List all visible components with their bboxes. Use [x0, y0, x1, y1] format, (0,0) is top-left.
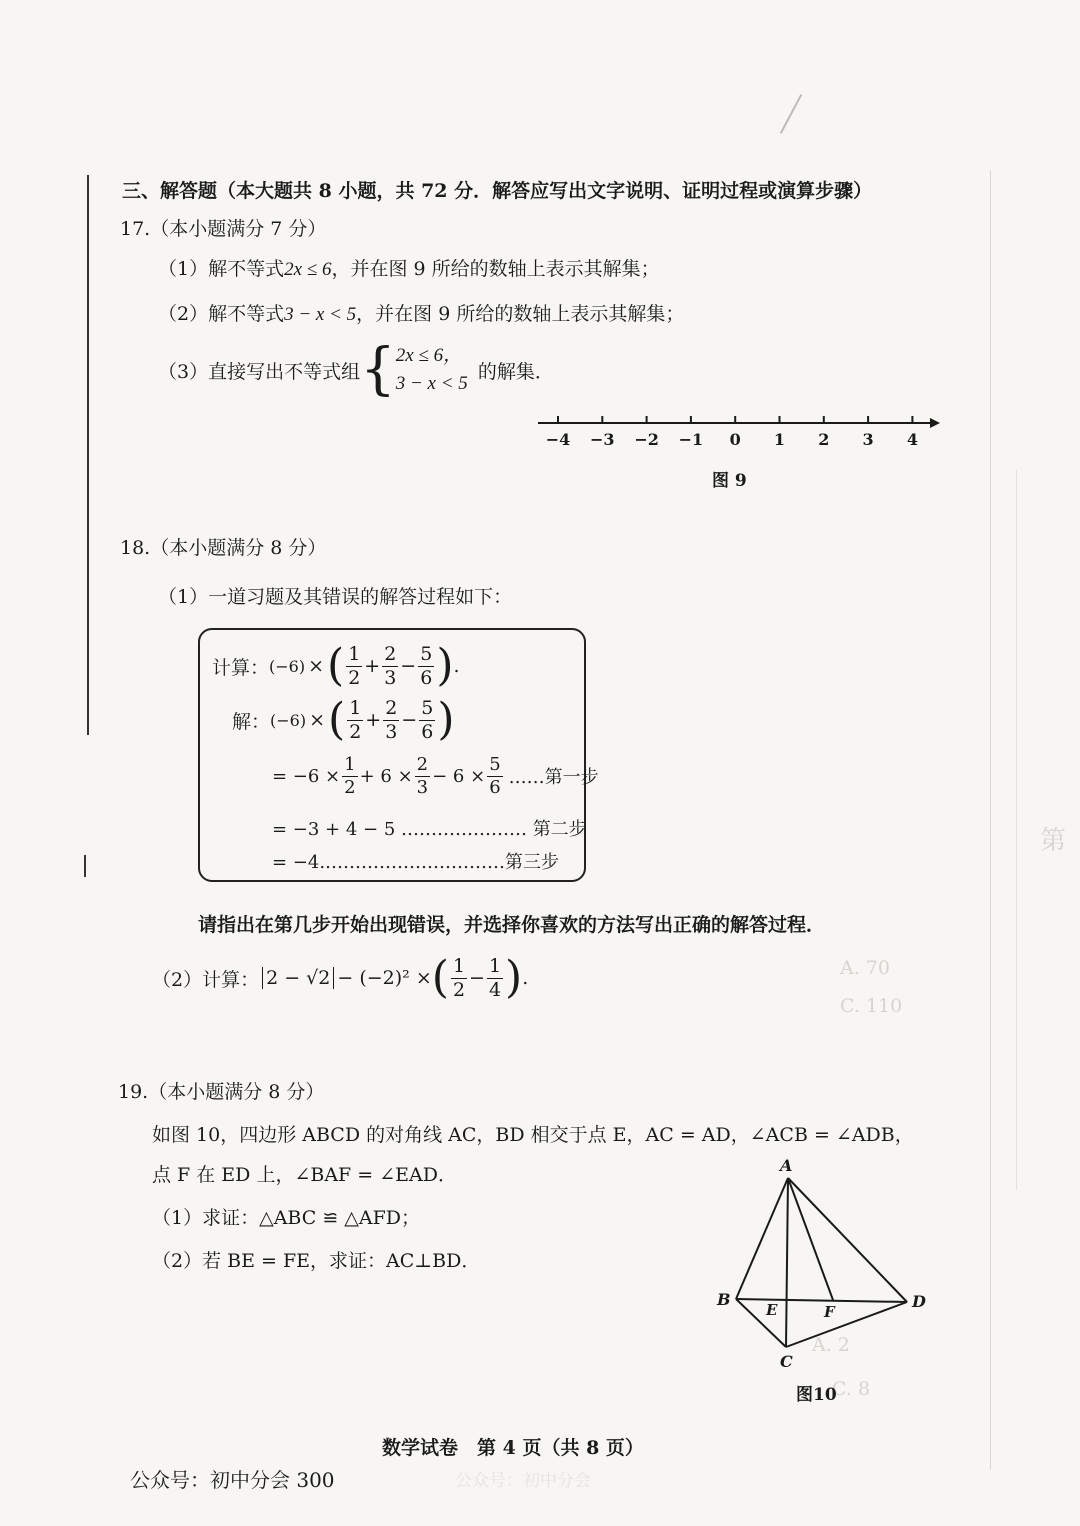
open-paren-3: (: [431, 952, 449, 1003]
inequality-system: [396, 342, 468, 398]
tick-label: −2: [634, 430, 659, 449]
fraction-5-6: $\frac{5}{6}$: [421, 696, 434, 743]
segment-AC: [786, 1178, 788, 1347]
right-margin-line-2: [1016, 470, 1017, 1190]
step1-part-b: + 6 ×: [359, 765, 413, 787]
bleed-text-1: 第: [1040, 826, 1067, 856]
open-paren: (: [327, 640, 345, 691]
solve-label: 解：: [232, 710, 271, 733]
point-A: A: [780, 1156, 793, 1175]
close-paren-3: ): [505, 952, 523, 1003]
fraction-5-6: $\frac{5}{6}$: [489, 753, 501, 798]
system-line-1: 2x ≤ 6，: [395, 345, 463, 366]
times-sign: ×: [308, 655, 325, 677]
number-line-tick-labels: [530, 430, 950, 454]
q17-p1-expr: 2x ≤ 6: [284, 259, 332, 280]
q17-heading: 17.（本小题满分 7 分）: [120, 218, 327, 240]
fraction-2-3: $\frac{2}{3}$: [384, 642, 397, 689]
step1-part-a: = −6 ×: [272, 765, 341, 787]
point-E: E: [766, 1301, 778, 1319]
fraction-2-3: $\frac{2}{3}$: [416, 753, 429, 798]
q18-p2-mid: − (−2)² ×: [337, 967, 432, 989]
bleed-text-2: A. 70: [840, 957, 890, 979]
watermark-faint: 公众号：初中分会: [455, 1471, 591, 1491]
q17-p3-pre: （3）直接写出不等式组: [158, 360, 361, 383]
q19-line2: 点 F 在 ED 上，∠BAF = ∠EAD．: [152, 1164, 457, 1186]
segment-AB: [736, 1178, 788, 1299]
fraction-1-4: $\frac{1}{4}$: [488, 954, 502, 1001]
figure10-label: 图10: [796, 1385, 837, 1405]
q17-part1: [158, 254, 660, 281]
q17-p2-pre: （2）解不等式: [158, 303, 285, 325]
close-paren-2: ): [437, 694, 455, 745]
step1-part-c: − 6 ×: [432, 765, 486, 787]
q19-part2: （2）若 BE = FE，求证：AC⊥BD．: [152, 1250, 481, 1272]
segment-BC: [736, 1299, 786, 1347]
times-sign-2: ×: [309, 709, 326, 731]
step3-row: = −4.…………………………第三步: [272, 852, 560, 873]
system-brace: {: [360, 337, 396, 402]
q19-line1: 如图 10，四边形 ABCD 的对角线 AC，BD 相交于点 E，AC = AD，∠ACB = ∠ADB，: [152, 1124, 914, 1146]
q17-p1-post: ，并在图 9 所给的数轴上表示其解集；: [331, 258, 660, 280]
solve-row: 解： (−6) × ( $\frac{1}{2}$ + $\frac{2}{3}$ − $\frac{5}{6}$ ): [232, 694, 455, 745]
step1-label: ……第一步: [508, 767, 599, 788]
point-C: C: [780, 1352, 793, 1371]
open-paren-2: (: [328, 694, 346, 745]
system-line-2: 3 − x < 5: [395, 373, 468, 394]
q17-p2-post: ，并在图 9 所给的数轴上表示其解集；: [356, 303, 685, 325]
q18-p2-label: （2）计算：: [152, 968, 260, 991]
q19-heading: 19.（本小题满分 8 分）: [118, 1081, 325, 1103]
fraction-2-3: $\frac{2}{3}$: [385, 696, 398, 743]
figure9-label: 图 9: [712, 471, 747, 491]
calc-problem-row: 计算： (−6) × ( $\frac{1}{2}$ + $\frac{2}{3}$ − $\frac{5}{6}$ ) .: [212, 640, 460, 691]
tick-label: 1: [773, 430, 786, 449]
tick-label: 2: [818, 430, 830, 449]
tick-label: 3: [862, 430, 874, 449]
number-line-arrow: [930, 418, 940, 428]
segment-CD: [786, 1302, 907, 1347]
point-B: B: [717, 1290, 731, 1309]
step1-row: [272, 750, 599, 802]
q17-part2: [158, 299, 684, 326]
tick-label: −1: [678, 430, 704, 449]
q17-p3-post: 的解集．: [477, 360, 554, 383]
tick-label: −3: [590, 430, 615, 449]
point-F: F: [824, 1303, 835, 1321]
segment-AD: [788, 1178, 907, 1302]
page-footer: 数学试卷 第 4 页（共 8 页）: [382, 1437, 644, 1459]
neg-six-2: (−6): [270, 710, 307, 730]
bleed-text-4: A. 2: [812, 1334, 850, 1356]
fraction-1-2: $\frac{1}{2}$: [344, 753, 356, 798]
abs-value: 2 − √2: [262, 967, 334, 989]
number-line-ticks: [558, 416, 912, 423]
section-heading: 三、解答题（本大题共 8 小题，共 72 分．解答应写出文字说明、证明过程或演算步骤）: [122, 180, 873, 202]
tick-label: −4: [545, 430, 571, 449]
step2-row: = −3 + 4 − 5 ………………… 第二步: [272, 819, 587, 840]
fraction-5-6: $\frac{5}{6}$: [420, 642, 433, 689]
fraction-1-2: $\frac{1}{2}$: [348, 642, 361, 689]
point-D: D: [912, 1292, 926, 1311]
bleed-text-5: C. 8: [832, 1378, 871, 1400]
bleed-text-3: C. 110: [840, 995, 903, 1017]
fraction-1-2-b: $\frac{1}{2}$: [452, 954, 466, 1001]
q17-part3: [158, 337, 554, 402]
fraction-1-2: $\frac{1}{2}$: [349, 696, 362, 743]
tick-label: 0: [729, 430, 741, 449]
q18-heading: 18.（本小题满分 8 分）: [120, 537, 327, 559]
q19-part1: （1）求证：△ABC ≌ △AFD；: [152, 1207, 421, 1229]
left-margin-line: [87, 175, 89, 735]
calc-label: 计算：: [212, 656, 270, 679]
q18-part1: （1）一道习题及其错误的解答过程如下：: [158, 586, 513, 608]
q17-p2-expr: 3 − x < 5: [284, 304, 357, 325]
close-paren: ): [436, 640, 454, 691]
segment-BD: [736, 1299, 907, 1302]
q18-instruction: 请指出在第几步开始出现错误，并选择你喜欢的方法写出正确的解答过程．: [198, 914, 826, 936]
left-margin-line-short: [84, 855, 86, 877]
tick-label: 4: [906, 430, 918, 449]
right-margin-line: [990, 170, 991, 1470]
q18-part2: （2）计算： 2 − √2 − (−2)² × ( $\frac{1}{2}$ − $\frac{1}{4}$ ) .: [152, 952, 529, 1003]
top-stray-mark: [780, 94, 802, 134]
quadrilateral-figure: [700, 1155, 940, 1375]
watermark: 公众号：初中分会 300: [130, 1468, 335, 1492]
q17-p1-pre: （1）解不等式: [158, 258, 285, 280]
neg-six: (−6): [269, 656, 306, 676]
segment-AF: [788, 1178, 833, 1300]
